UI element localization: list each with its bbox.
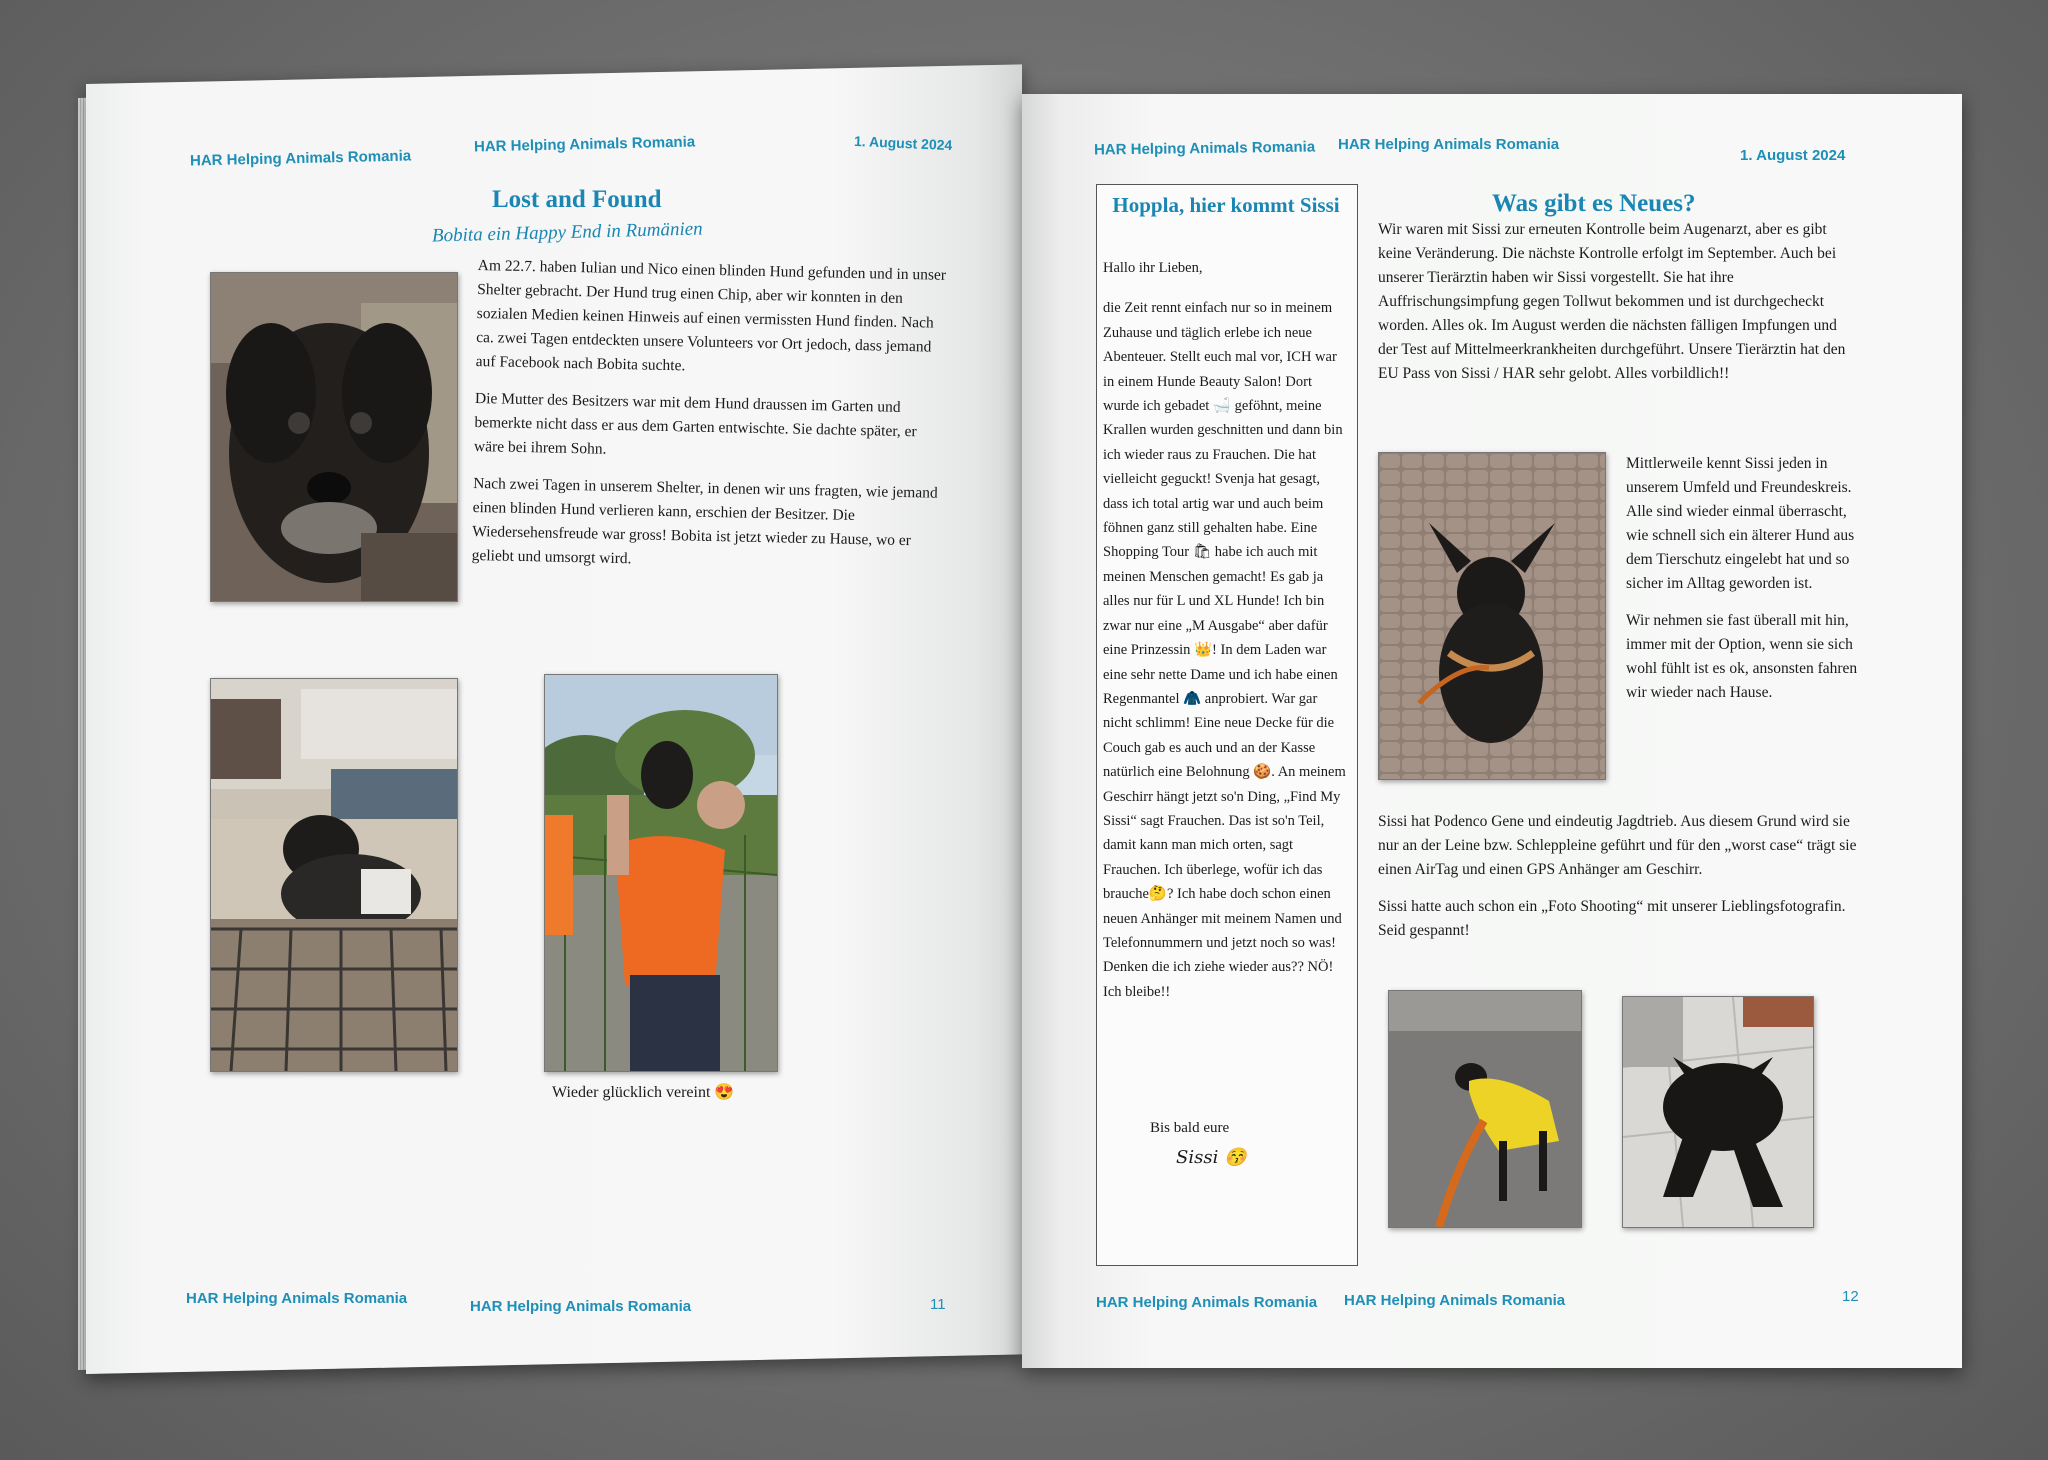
bobita-closeup-photo	[210, 272, 458, 602]
right-header-date: 1. August 2024	[1740, 147, 1846, 164]
reunion-photo	[544, 674, 778, 1072]
reunion-caption: Wieder glücklich vereint 😍	[552, 1084, 735, 1101]
right-header-org-1: HAR Helping Animals Romania	[1093, 138, 1316, 159]
left-footer-org-1: HAR Helping Animals Romania	[186, 1290, 408, 1307]
sissi-letter	[1103, 256, 1348, 1014]
right-intro-text: Wir waren mit Sissi zur erneuten Kontrolle beim Augenarzt, aber es gibt keine Veränderung. Die nächste Kontrolle erfolgt im September. Auch bei unserer Tierärztin haben wir Sissi vorgestellt. Sie hat ihre Auffrischungsimpfung gegen Tollwut bekommen und ist durchgecheckt worden. Alles ok. Im August werden die nächsten fälligen Impfungen und der Test auf Mittelmeerkrankheiten durchgeführt. Unsere Tierärztin hat den EU Pass von Sissi / HAR sehr gelobt. Alles vorbildlich!!	[1378, 221, 1846, 382]
sissi-sitting-photo	[1378, 452, 1606, 780]
right-header-org-2: HAR Helping Animals Romania	[1338, 136, 1560, 153]
left-article-subtitle: Bobita ein Happy End in Rumänien	[431, 218, 703, 247]
right-paragraph-3: Sissi hat Podenco Gene und eindeutig Jagdtrieb. Aus diesem Grund wird sie nur an der Leine bzw. Schleppleine geführt und für den „worst case“ trägt sie einen AirTag und einen GPS Anhänger am Geschirr.	[1378, 813, 1857, 878]
right-page-number: 12	[1842, 1288, 1859, 1305]
left-article-body	[471, 254, 948, 591]
right-article-title: Was gibt es Neues?	[1492, 190, 1696, 217]
right-footer-org-1: HAR Helping Animals Romania	[1096, 1294, 1318, 1311]
side-text-2: Wir nehmen sie fast überall mit hin, immer mit der Option, wenn sie sich wohl fühlt ist es ok, ansonsten fahren wir wieder nach Hause.	[1626, 612, 1858, 701]
left-paragraph-2: Die Mutter des Besitzers war mit dem Hund draussen im Garten und bemerkte nicht dass er aus dem Garten entwischte. Sie dachte später, er wäre bei ihrem Sohn.	[473, 389, 917, 458]
letter-closing: Bis bald eure	[1150, 1120, 1230, 1136]
sissi-letter-title: Hoppla, hier kommt Sissi	[1112, 193, 1340, 217]
left-header-org-1: HAR Helping Animals Romania	[189, 147, 412, 170]
letter-body: die Zeit rennt einfach nur so in meinem Zuhause und täglich erlebe ich neue Abenteuer. Stellt euch mal vor, ICH war in einem Hunde Beauty Salon! Dort wurde ich gebadet 🛁 geföhnt, meine Krallen wurden geschnitten und dann bin ich wieder raus zu Frauchen. Die hat vielleicht geguckt! Svenja hat gesagt, dass ich total artig war und auch beim föhnen ganz still gehalten habe. Eine Shopping Tour 🛍 habe ich auch mit meinen Menschen gemacht! Es gab ja alles nur für L und XL Hunde! Ich bin zwar nur eine „M Ausgabe“ aber dafür eine Prinzessin 👑! In dem Laden war eine sehr nette Dame und ich habe einen Regenmantel 🧥 anprobiert. War gar nicht schlimm! Eine neue Decke für die Couch gab es auch und an der Kasse natürlich eine Belohnung 🍪. An meinem Geschirr hängt jetzt so'n Ding, „Find My Sissi“ sagt Frauchen. Das ist so'n Teil, damit kann man mich orten, sagt Frauchen. Ich überlege, wofür ich das brauche🤔? Ich habe doch schon einen neuen Anhänger mit meinem Namen und Telefonnummern und jetzt noch so was! Denken die ich ziehe wieder aus?? NÖ! Ich bleibe!!	[1103, 300, 1346, 1000]
right-side-text	[1626, 452, 1866, 718]
right-paragraph-4: Sissi hatte auch schon ein „Foto Shooting“ mit unserer Lieblingsfotografin. Seid gespannt!	[1378, 898, 1846, 939]
letter-signature: Sissi 😚	[1176, 1147, 1247, 1168]
left-header-org-2: HAR Helping Animals Romania	[473, 133, 696, 156]
left-paragraph-3: Nach zwei Tagen in unserem Shelter, in denen wir uns fragten, wie jemand einen blinden Hund verlieren kann, erschien der Besitzer. Die Wiedersehensfreude war gross! Bobita ist jetzt wieder zu Hause, wo er geliebt und umsorgt wird.	[471, 474, 938, 568]
left-article-title: Lost and Found	[492, 186, 662, 213]
right-bottom-text	[1378, 810, 1862, 956]
left-paragraph-1: Am 22.7. haben Iulian und Nico einen blinden Hund gefunden und in unser Shelter gebracht. Der Hund trug einen Chip, aber wir konnten in den sozialen Medien keinen Hinweis auf einen vermissten Hund finden. Nach ca. zwei Tagen entdeckten unsere Volunteers vor Ort jedoch, dass jemand auf Facebook nach Bobita suchte.	[475, 256, 947, 375]
sissi-lying-photo	[1622, 996, 1814, 1228]
letter-greeting: Hallo ihr Lieben,	[1103, 260, 1203, 276]
left-footer-org-2: HAR Helping Animals Romania	[470, 1298, 692, 1315]
bobita-crate-photo	[210, 678, 458, 1072]
left-page-number: 11	[930, 1296, 946, 1313]
sissi-raincoat-photo	[1388, 990, 1582, 1228]
side-text-1: Mittlerweile kennt Sissi jeden in unserem Umfeld und Freundeskreis. Alle sind wieder einmal überrascht, wie schnell sich ein älterer Hund aus dem Tierschutz eingelebt hat und so sicher im Alltag geworden ist.	[1626, 455, 1855, 592]
right-footer-org-2: HAR Helping Animals Romania	[1344, 1292, 1566, 1309]
left-header-date: 1. August 2024	[853, 132, 953, 154]
